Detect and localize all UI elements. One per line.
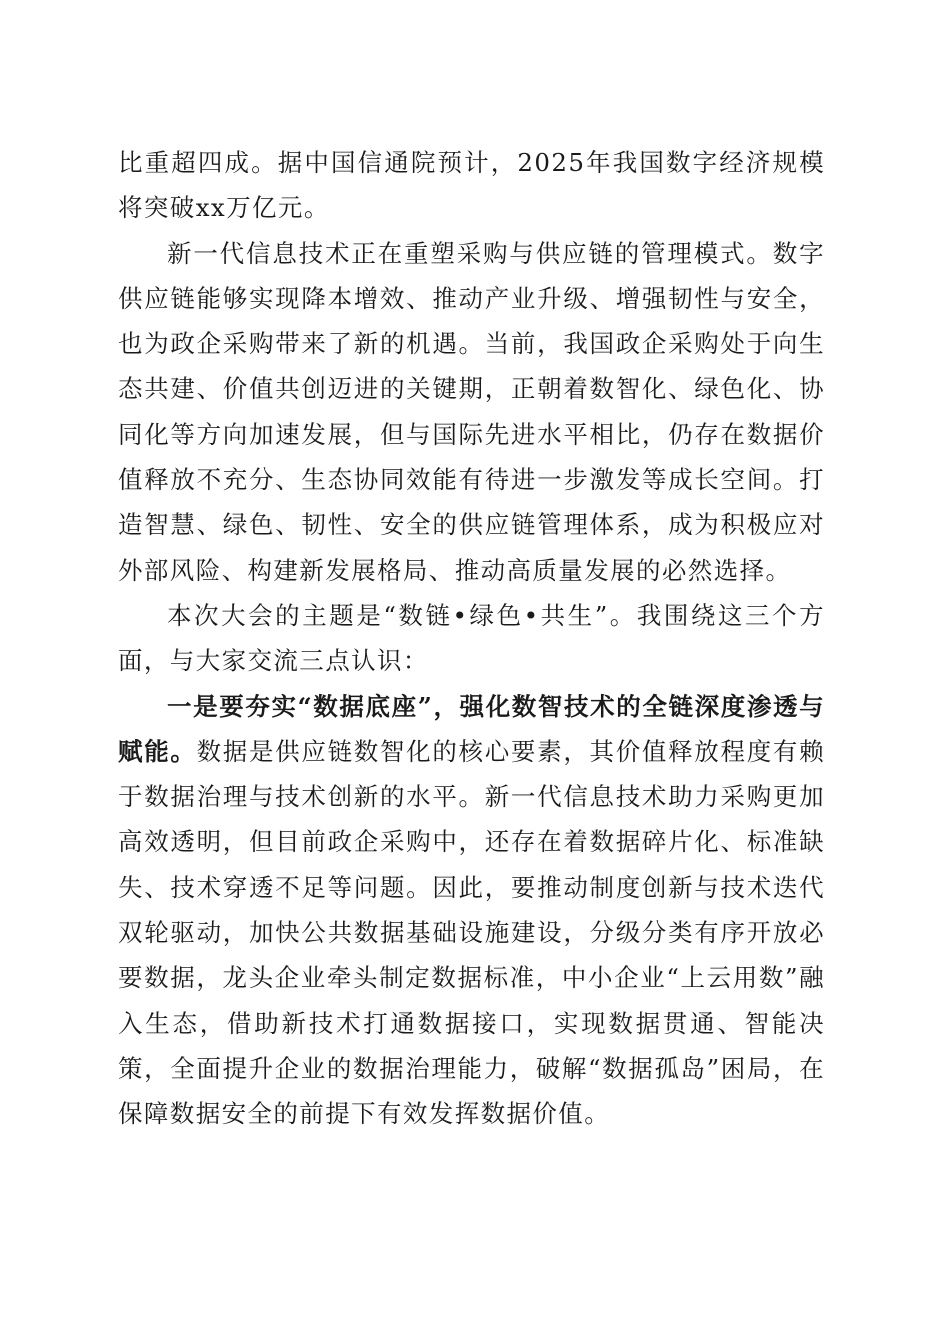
document-body [118, 140, 825, 1137]
paragraph-supply-chain: 新一代信息技术正在重塑采购与供应链的管理模式。数字供应链能够实现降本增效、推动产业升级、增强韧性与安全，也为政企采购带来了新的机遇。当前，我国政企采购处于向生态共建、价值共创迈进的关键期，正朝着数智化、绿色化、协同化等方向加速发展，但与国际先进水平相比，仍存在数据价值释放不充分、生态协同效能有待进一步激发等成长空间。打造智慧、绿色、韧性、安全的供应链管理体系，成为积极应对外部风险、构建新发展格局、推动高质量发展的必然选择。 [118, 238, 825, 585]
paragraph-continuation: 比重超四成。据中国信通院预计，2025年我国数字经济规模将突破xx万亿元。 [118, 148, 825, 223]
point-one-heading: 一是要夯实“数据底座”，强化数智技术的全链深度渗透与赋能。 [118, 691, 825, 766]
paragraph-point-one [118, 684, 825, 1137]
point-one-body: 数据是供应链数智化的核心要素，其价值释放程度有赖于数据治理与技术创新的水平。新一代信息技术助力采购更加高效透明，但目前政企采购中，还存在着数据碎片化、标准缺失、技术穿透不足等问题。因此，要推动制度创新与技术迭代双轮驱动，加快公共数据基础设施建设，分级分类有序开放必要数据，龙头企业牵头制定数据标准，中小企业“上云用数”融入生态，借助新技术打通数据接口，实现数据贯通、智能决策，全面提升企业的数据治理能力，破解“数据孤岛”困局，在保障数据安全的前提下有效发挥数据价值。 [118, 736, 825, 1129]
paragraph-conference-theme: 本次大会的主题是“数链•绿色•共生”。我围绕这三个方面，与大家交流三点认识： [118, 600, 825, 676]
